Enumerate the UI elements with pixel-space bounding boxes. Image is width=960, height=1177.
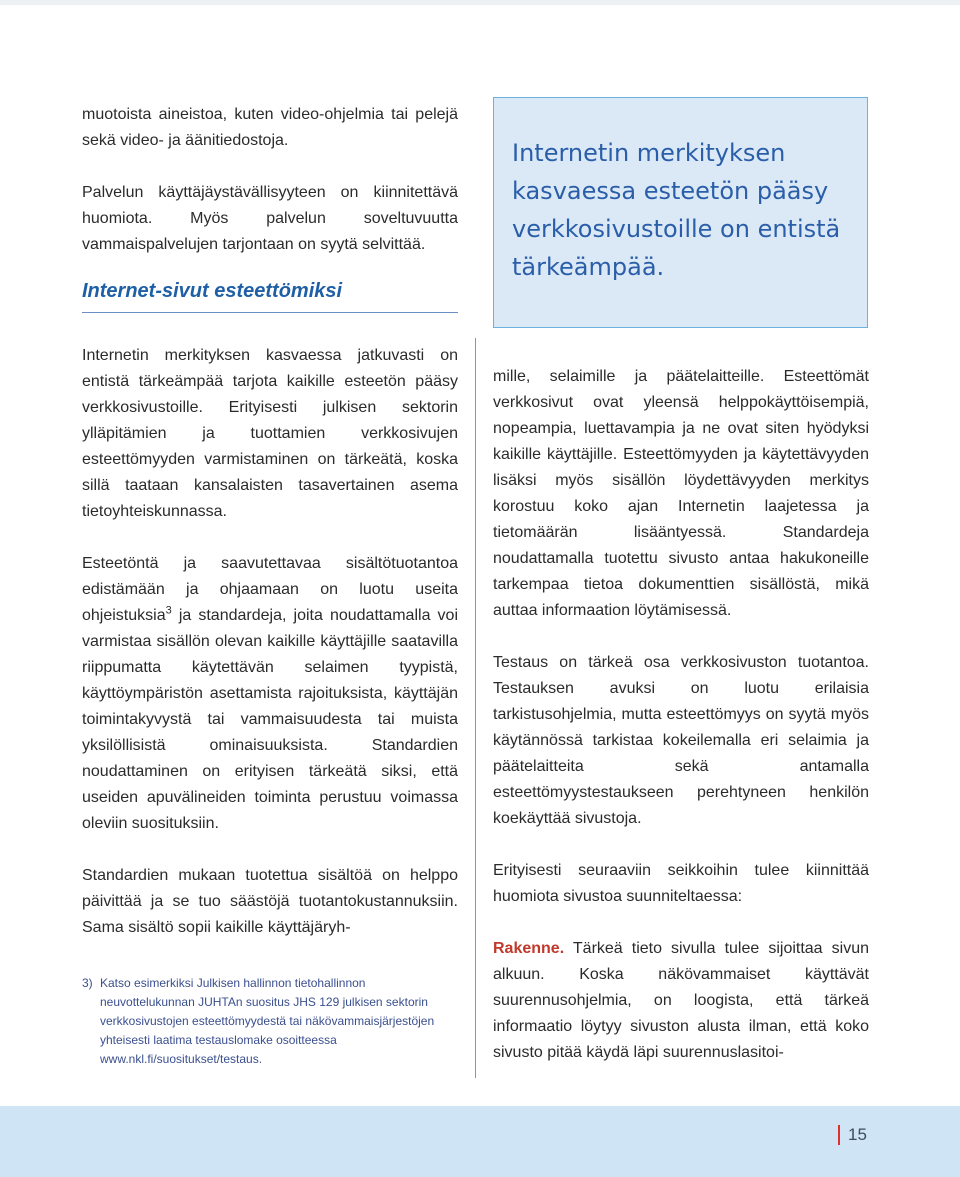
footnote-label: 3) <box>82 976 93 990</box>
structure-text: Tärkeä tieto sivulla tulee sijoittaa sivun alkuun. Koska näkövammaiset käyttävät suurennusohjelmia, on loogista, että tärkeä informaatio löytyy sivuston alusta ilman, että koko sivusto pitää käydä läpi suurennuslasitoi- <box>493 940 869 1061</box>
pull-quote-text: Internetin merkityksen kasvaessa esteetön pääsy verkkosivustoille on entistä tärkeämpää. <box>512 139 841 281</box>
left-column <box>82 102 458 941</box>
usability-paragraph: Palvelun käyttäjäystävällisyyteen on kiinnitettävä huomiota. Myös palvelun soveltuvuutta vammaispalvelujen tarjontaan on syytä selvittää. <box>82 184 458 253</box>
structure-label: Rakenne. <box>493 940 565 957</box>
right-paragraph-benefits: mille, selaimille ja päätelaitteille. Esteettömät verkkosivut ovat yleensä helppokäyttöisempiä, nopeampia, luettavampia ja ne ovat siten hyödyksi kaikille käyttäjille. Esteettömyyden ja käytettävyyden lisäksi myös sisällön löydettävyyden merkitys korostuu koko ajan Internetin laajetessa ja tietomäärän lisääntyessä. Standardeja noudattamalla tuotettu sivusto antaa hakukoneille tarkempaa tietoa dokumenttien sisällöstä, mikä auttaa informaation löytämisessä. <box>493 368 869 619</box>
column-divider <box>475 338 476 1078</box>
footnote-text: Katso esimerkiksi Julkisen hallinnon tietohallinnon neuvottelukunnan JUHTAn suositus JHS 129 julkisen sektorin verkkosivustojen esteettömyydestä tai näkövammaisjärjestöjen yhteisesti laatima testauslomake osoitteessa www.nkl.fi/suositukset/testaus. <box>100 976 435 1066</box>
top-edge-strip <box>0 0 960 5</box>
standards-paragraph-end: ja standardeja, joita noudattamalla voi varmistaa sisällön olevan kaikille käyttäjille saatavilla riippumatta käytettävän selaimen tyypistä, käyttöympäristön asettamista rajoituksista, käyttäjän toimintakyvystä tai vammaisuudesta tai muista yksilöllisistä ominaisuuksista. Standardien noudattaminen on erityisen tärkeätä siksi, että useiden apuvälineiden toiminta perustuu voimassa oleviin suosituksiin. <box>82 607 458 832</box>
standards-paragraph <box>82 551 458 837</box>
right-column <box>493 364 869 1066</box>
footer-band <box>0 1106 960 1177</box>
design-notes-paragraph: Erityisesti seuraaviin seikkoihin tulee kiinnittää huomiota sivustoa suunniteltaessa: <box>493 862 869 905</box>
footnote <box>82 974 458 1069</box>
intro-paragraph-continued: muotoista aineistoa, kuten video-ohjelmia tai pelejä sekä video- ja äänitiedostoja. <box>82 106 458 149</box>
structure-paragraph <box>493 936 869 1066</box>
accessibility-intro-paragraph: Internetin merkityksen kasvaessa jatkuvasti on entistä tärkeämpää tarjota kaikille esteetön pääsy verkkosivustoille. Erityisesti julkisen sektorin ylläpitämien ja tuottamien verkkosivujen esteettömyyden varmistaminen on tärkeätä, koska sillä taataan kansalaisten tasavertainen asema tietoyhteiskunnassa. <box>82 347 458 520</box>
pull-quote-box <box>493 97 868 328</box>
standards-paragraph-start: Esteetöntä ja saavutettavaa sisältötuotantoa edistämään ja ohjaamaan on luotu useita ohjeistuksia <box>82 555 458 624</box>
standards-benefits-paragraph: Standardien mukaan tuotettua sisältöä on helppo päivittää ja se tuo säästöjä tuotantokustannuksiin. Sama sisältö sopii kaikille käyttäjäryh- <box>82 867 458 936</box>
page-number-text: 15 <box>848 1125 867 1144</box>
section-heading: Internet-sivut esteettömiksi <box>82 278 458 313</box>
page-number-accent-bar <box>838 1125 840 1145</box>
testing-paragraph: Testaus on tärkeä osa verkkosivuston tuotantoa. Testauksen avuksi on luotu erilaisia tarkistusohjelmia, mutta esteettömyys on syytä myös käytännössä tarkistaa kokeilemalla eri selaimia ja päätelaitteita sekä antamalla esteettömyystestaukseen perehtyneen henkilön koekäyttää sivustoja. <box>493 654 869 827</box>
footnote-reference: 3 <box>165 604 172 617</box>
page-number <box>838 1124 867 1146</box>
